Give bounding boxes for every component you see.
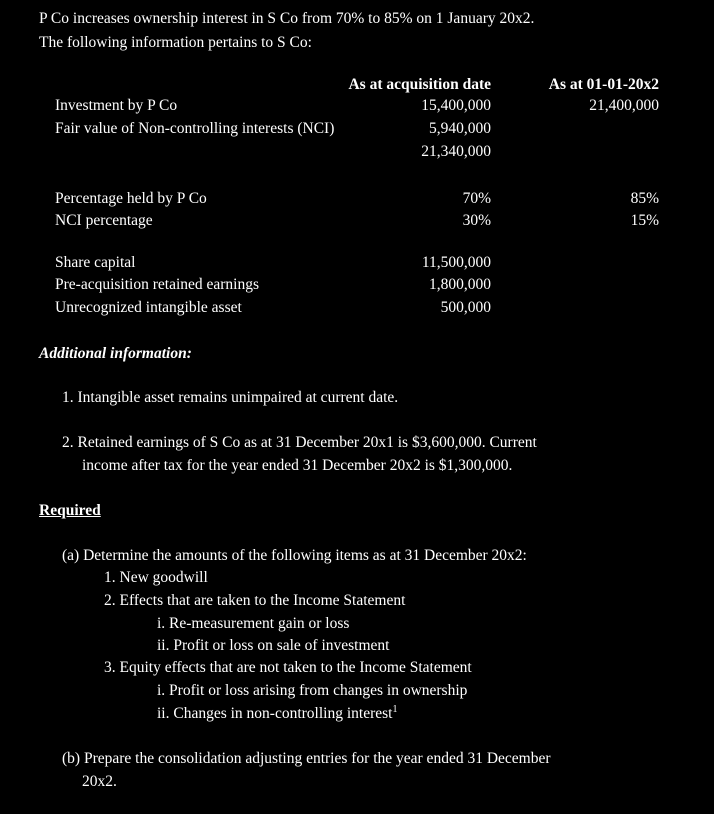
part-a-item-3: 3. Equity effects that are not taken to the Income Statement [104,659,472,676]
col1-header: As at acquisition date [348,76,491,93]
intro-line-2: The following information pertains to S Co: [39,34,312,51]
footnote-marker: 1 [392,703,398,715]
part-a-intro: (a) Determine the amounts of the following items as at 31 December 20x2: [62,547,527,564]
row-label: Percentage held by P Co [55,190,207,207]
row-label: Fair value of Non-controlling interests (NCI) [55,120,335,137]
part-a-item-2: 2. Effects that are taken to the Income Statement [104,592,406,609]
additional-item-2-line-1: 2. Retained earnings of S Co as at 31 December 20x1 is $3,600,000. Current [62,434,537,451]
row-value-col1: 15,400,000 [421,97,491,114]
additional-heading: Additional information: [39,345,192,362]
part-b-line-2: 20x2. [82,773,117,790]
part-a-item-2-ii: ii. Profit or loss on sale of investment [157,637,390,654]
row-label: Share capital [55,254,136,271]
part-a-item-3-i: i. Profit or loss arising from changes in ownership [157,682,468,699]
intro-line-1: P Co increases ownership interest in S Co from 70% to 85% on 1 January 20x2. [39,10,535,27]
row-value-col1-total: 21,340,000 [421,143,491,160]
row-value-col1: 500,000 [440,299,491,316]
part-a-item-3-ii-text: ii. Changes in non-controlling interest [157,705,393,722]
row-label: Investment by P Co [55,97,178,114]
part-a-item-2-i: i. Re-measurement gain or loss [157,615,350,632]
row-value-col1: 70% [462,190,491,207]
part-b-line-1: (b) Prepare the consolidation adjusting entries for the year ended 31 December [62,750,551,767]
required-heading: Required [39,502,101,519]
row-value-col1: 5,940,000 [429,120,491,137]
row-value-col2: 85% [630,190,659,207]
part-a-item-1: 1. New goodwill [104,569,208,586]
row-label: NCI percentage [55,212,153,229]
row-value-col1: 11,500,000 [421,254,491,271]
part-a-item-3-ii [157,705,397,723]
row-label: Unrecognized intangible asset [55,299,242,316]
row-value-col2: 15% [630,212,659,229]
additional-item-1: 1. Intangible asset remains unimpaired at current date. [62,389,399,406]
row-label: Pre-acquisition retained earnings [55,276,260,293]
additional-item-2-line-2: income after tax for the year ended 31 December 20x2 is $1,300,000. [82,457,513,474]
row-value-col1: 1,800,000 [429,276,491,293]
col2-header: As at 01-01-20x2 [548,76,659,93]
row-value-col1: 30% [462,212,491,229]
row-value-col2: 21,400,000 [589,97,659,114]
